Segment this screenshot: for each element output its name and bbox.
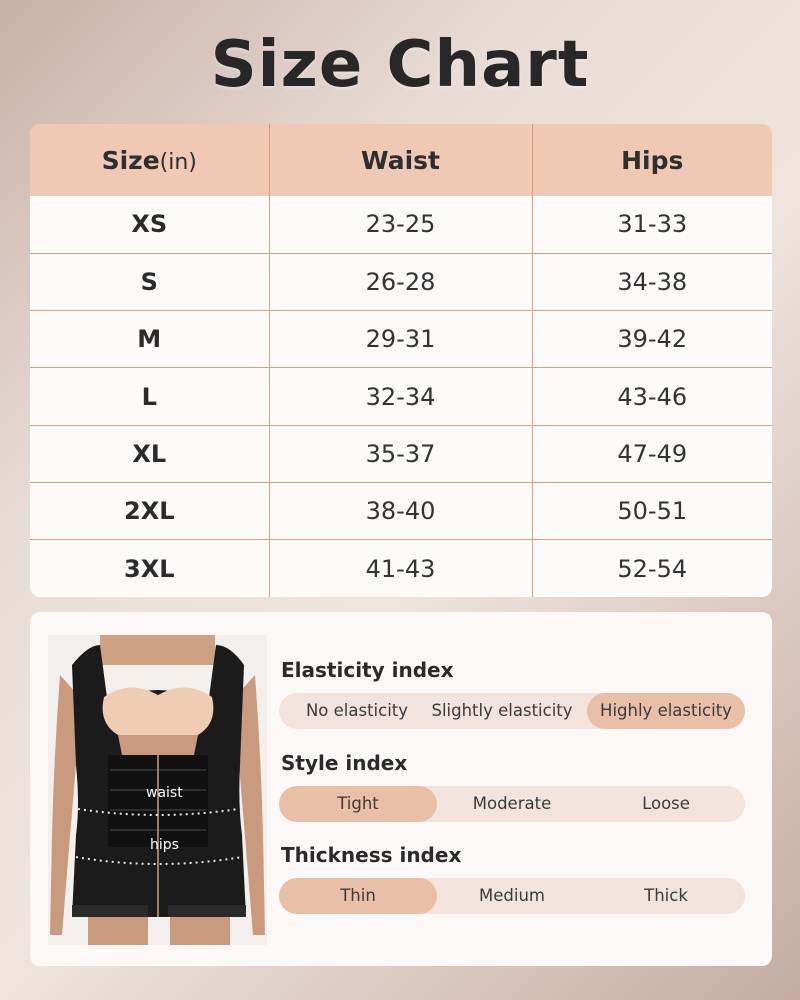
header-size	[30, 124, 269, 196]
product-index-card	[30, 612, 772, 966]
waist-cell: 32-34	[269, 368, 532, 425]
elasticity-index-title: Elasticity index	[281, 658, 454, 682]
table-row	[30, 482, 772, 539]
hips-label: hips	[150, 837, 179, 853]
size-cell: L	[30, 368, 269, 425]
elasticity-option-no: No elasticity	[305, 701, 409, 720]
hips-cell: 52-54	[532, 540, 772, 597]
elasticity-option-slightly: Slightly elasticity	[431, 701, 573, 720]
hips-cell: 50-51	[532, 482, 772, 539]
waist-cell: 41-43	[269, 540, 532, 597]
waist-cell: 23-25	[269, 196, 532, 253]
style-option-loose: Loose	[642, 794, 690, 813]
hips-cell: 43-46	[532, 368, 772, 425]
waist-cell: 29-31	[269, 311, 532, 368]
elasticity-index-scale	[279, 693, 745, 729]
table-row	[30, 540, 772, 597]
product-photo	[48, 635, 267, 945]
table-row	[30, 196, 772, 253]
thickness-option-thin: Thin	[279, 878, 437, 914]
hips-cell: 39-42	[532, 311, 772, 368]
size-cell: 3XL	[30, 540, 269, 597]
waist-label: waist	[146, 785, 183, 801]
size-table	[30, 124, 772, 597]
waist-cell: 38-40	[269, 482, 532, 539]
hips-cell: 34-38	[532, 253, 772, 310]
table-header-row	[30, 124, 772, 196]
style-index-scale	[279, 786, 745, 822]
table-row	[30, 253, 772, 310]
style-index-title: Style index	[281, 751, 408, 775]
header-waist: Waist	[269, 124, 532, 196]
header-size-label: Size	[101, 145, 160, 175]
waist-cell: 26-28	[269, 253, 532, 310]
waist-cell: 35-37	[269, 425, 532, 482]
header-size-unit: (in)	[159, 149, 197, 175]
size-cell: XL	[30, 425, 269, 482]
table-row	[30, 311, 772, 368]
thickness-option-thick: Thick	[644, 886, 688, 905]
elasticity-option-highly: Highly elasticity	[587, 693, 745, 729]
size-cell: XS	[30, 196, 269, 253]
size-cell: M	[30, 311, 269, 368]
header-hips: Hips	[621, 145, 684, 175]
page-title: Size Chart	[210, 28, 590, 102]
table-row	[30, 368, 772, 425]
style-option-tight: Tight	[279, 786, 437, 822]
thickness-index-title: Thickness index	[281, 843, 462, 867]
table-row	[30, 425, 772, 482]
thickness-option-medium: Medium	[479, 886, 545, 905]
size-cell: S	[30, 253, 269, 310]
hips-cell: 47-49	[532, 425, 772, 482]
style-option-moderate: Moderate	[472, 794, 552, 813]
size-cell: 2XL	[30, 482, 269, 539]
hips-cell: 31-33	[617, 210, 688, 239]
shapewear-illustration	[48, 635, 267, 945]
thickness-index-scale	[279, 878, 745, 914]
